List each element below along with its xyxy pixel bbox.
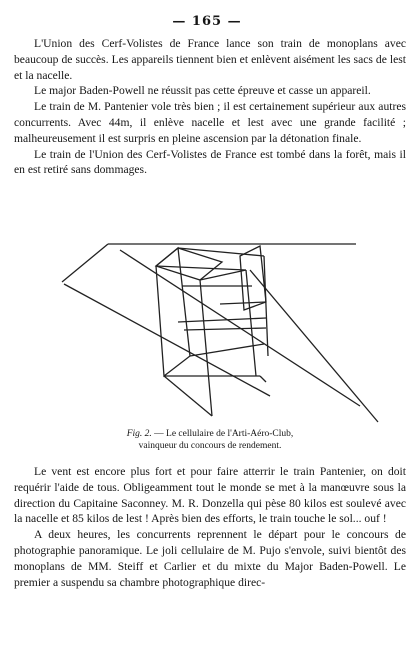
page-number: — 165 — [172,14,242,29]
caption-line-1: — Le cellulaire de l'Arti-Aéro-Club, [154,429,294,439]
paragraph: Le train de M. Pantenier vole très bien ; il est certainement supérieur aux autres concurrents. Avec 44m, il enlève nacelle et lest avec une grande facilité ; malheureusement il est surpris en pleine ascension par la détonation finale. [14,100,406,145]
figure-caption [14,428,406,452]
paragraph: A deux heures, les concurrents reprennent le départ pour le concours de photographie panoramique. Le joli cellulaire de M. Pujo s'envole, suivi bientôt des monoplans de MM. Steiff et Carlier et du mixte du Major Baden-Powell. Le premier a suspendu sa chambre photographique direc- [14,528,406,589]
figure-label: Fig. 2. [126,429,152,439]
paragraph: Le major Baden-Powell ne réussit pas cette épreuve et casse un appareil. [34,84,371,98]
kite-illustration [60,226,380,426]
caption-line-2: vainqueur du concours de rendement. [138,441,282,451]
paragraph: Le train de l'Union des Cerf-Volistes de France est tombé dans la forêt, mais il en est retiré sans dommages. [14,147,406,177]
body-text-top [14,36,406,178]
paragraph: Le vent est encore plus fort et pour faire atterrir le train Pantenier, on doit requérir l'aide de tous. Obligeamment tout le monde se met à la manœuvre sous la direction du Capitaine Saconney. M. R. Donzella qui pèse 80 kilos est soulevé avec la nacelle et 85 kilos de lest ! Après bien des efforts, le train touche le sol... ouf ! [14,465,406,526]
paragraph: L'Union des Cerf-Volistes de France lance son train de monoplans avec beaucoup de succès. Les appareils tiennent bien et enlèvent aisément les sacs de lest et la nacelle. [14,37,406,82]
box-kite-drawing [60,226,380,426]
body-text-bottom [14,464,406,590]
